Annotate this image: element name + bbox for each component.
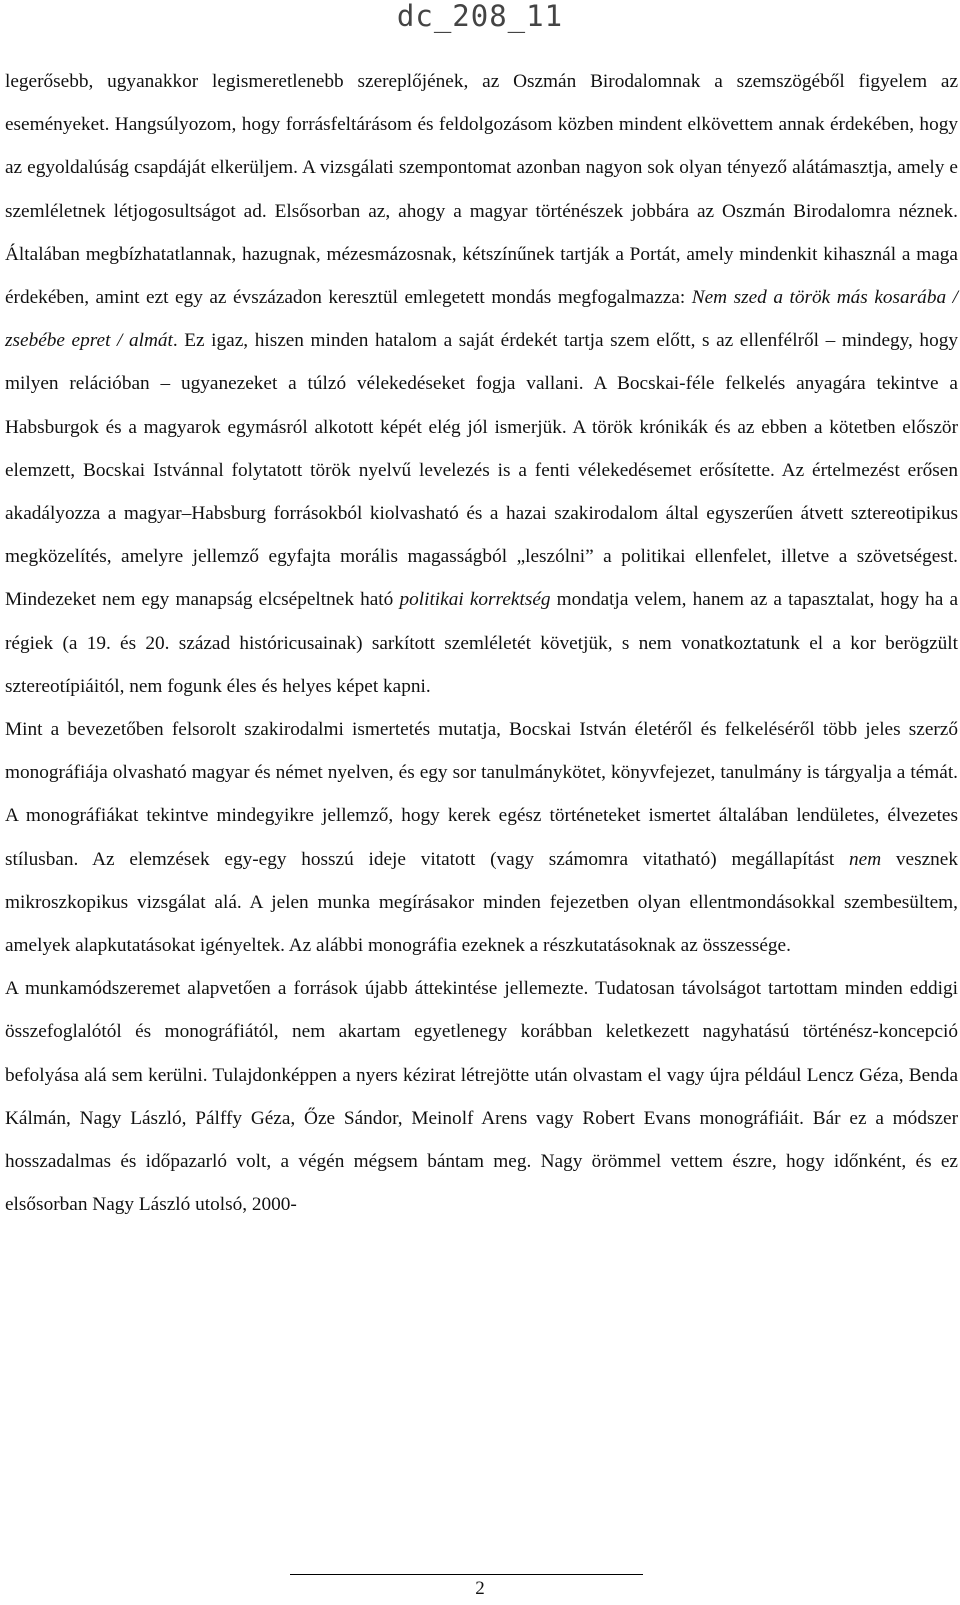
text-run: Mint a bevezetőben felsorolt szakirodalmi ismertetés mutatja, Bocskai István életéről és felkeléséről több jeles szerző monográfiája olvasható magyar és német nyelven, és egy sor tanulmánykötet, könyvfejezet, tanulmány is tárgyalja a témát. A monográfiákat tekintve mindegyikre jellemző, hogy kerek egész történeteket ismertet általában lendületes, élvezetes stílusban. Az elemzések egy-egy hosszú ideje vitatott (vagy számomra vitatható) megállapítást	[5, 719, 958, 870]
paragraph	[5, 708, 958, 967]
italic-text: Nem szed a török más kosarába / zsebébe epret / almát	[5, 287, 958, 352]
footnote-separator	[290, 1574, 643, 1575]
text-run: . Ez igaz, hiszen minden hatalom a saját érdekét tartja szem előtt, s az ellenfélről – mindegy, hogy milyen relációban – ugyanezeket a túlzó vélekedéseket fogja vallani. A Bocskai-féle felkelés anyagára tekintve a Habsburgok és a magyarok egymásról alkotott képét elég jól ismerjük. A török krónikák és az ebben a kötetben először elemzett, Bocskai Istvánnal folytatott török nyelvű levelezés is a fenti vélekedésemet erősítette. Az értelmezést erősen akadályozza a magyar–Habsburg forrásokból kiolvasható és a hazai szakirodalom által egyszerűen átvett sztereotipikus megközelítés, amelyre jellemző egyfajta morális magasságból „leszólni” a politikai ellenfelet, illetve a szövetségest. Mindezeket nem egy manapság elcsépeltnek ható	[5, 330, 958, 611]
paragraph	[5, 60, 958, 708]
page-body	[5, 60, 958, 1226]
paragraph	[5, 967, 958, 1226]
text-run: legerősebb, ugyanakkor legismeretlenebb szereplőjének, az Oszmán Birodalomnak a szemszögéből figyelem az eseményeket. Hangsúlyozom, hogy forrásfeltárásom és feldolgozásom közben mindent elkövettem annak érdekében, hogy az egyoldalúság csapdáját elkerüljem. A vizsgálati szempontomat azonban nagyon sok olyan tényező alátámasztja, amely e szemléletnek létjogosultságot ad. Elsősorban az, ahogy a magyar történészek jobbára az Oszmán Birodalomra néznek. Általában megbízhatatlannak, hazugnak, mézesmázosnak, kétszínűnek tartják a Portát, amely mindenkit kihasznál a maga érdekében, amint ezt egy az évszázadon keresztül emlegetett mondás megfogalmazza:	[5, 71, 958, 309]
text-run: A munkamódszeremet alapvetően a források újabb áttekintése jellemezte. Tudatosan távolságot tartottam minden eddigi összefoglalótól és monográfiától, nem akartam egyetlenegy korábban keletkezett nagyhatású történész-koncepció befolyása alá sem kerülni. Tulajdonképpen a nyers kézirat létrejötte után olvastam el vagy újra például Lencz Géza, Benda Kálmán, Nagy László, Pálffy Géza, Őze Sándor, Meinolf Arens vagy Robert Evans monográfiáit. Bár ez a módszer hosszadalmas és időpazarló volt, a végén mégsem bántam meg. Nagy örömmel vettem észre, hogy időnként, és ez elsősorban Nagy László utolsó, 2000-	[5, 978, 958, 1216]
italic-text: nem	[849, 848, 882, 870]
page-number: 2	[475, 1578, 485, 1599]
text-run: vesznek mikroszkopikus vizsgálat alá. A jelen munka megírásakor minden fejezetben olyan ellentmondásokkal szembesültem, amelyek alapkutatásokat igényeltek. Az alábbi monográfia ezeknek a részkutatásoknak az összessége.	[5, 848, 959, 957]
italic-text: politikai korrektség	[399, 589, 551, 611]
document-id-header: dc_208_11	[396, 0, 564, 33]
text-run: mondatja velem, hanem az a tapasztalat, hogy ha a régiek (a 19. és 20. század históricusainak) sarkított szemléletét követjük, s nem vonatkoztatunk el a kor berögzült sztereotípiáitól, nem fogunk éles és helyes képet kapni.	[5, 589, 959, 697]
